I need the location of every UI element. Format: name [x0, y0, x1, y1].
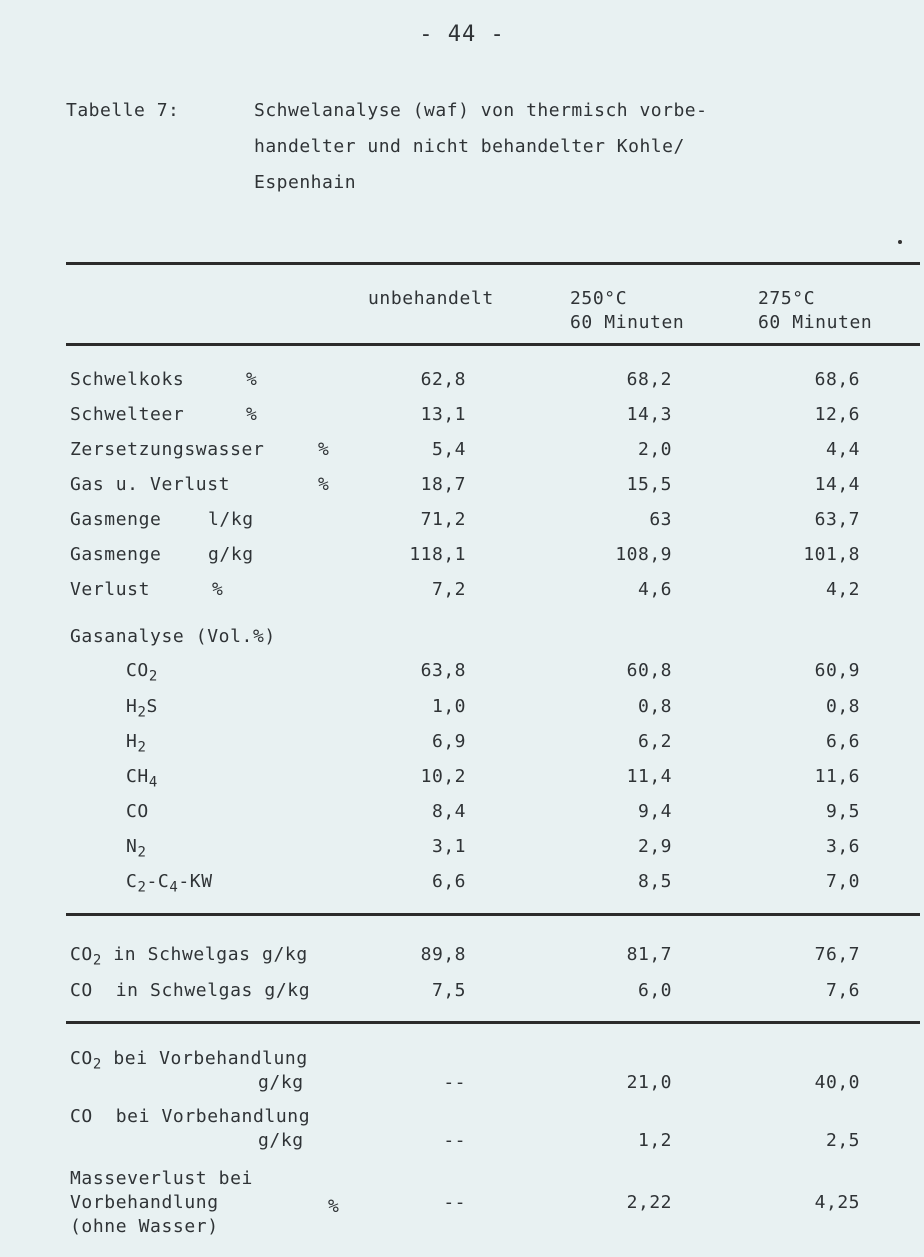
- schwelgas-value-275: 7,6: [825, 980, 860, 1001]
- row-value-275: 12,6: [814, 404, 860, 425]
- row-value-unbehandelt: 18,7: [420, 474, 466, 495]
- row-value-250: 2,0: [637, 439, 672, 460]
- schwelgas-value-unbehandelt: 89,8: [420, 944, 466, 965]
- gas-formula: [126, 836, 146, 861]
- masse-unit: %: [328, 1196, 340, 1217]
- row-unit: %: [318, 474, 330, 495]
- formula-base: N: [126, 836, 138, 857]
- vorbehandlung-text: bei Vorbehandlung: [101, 1048, 308, 1069]
- masse-line-3: (ohne Wasser): [70, 1216, 219, 1237]
- row-unit: l/kg: [208, 509, 254, 530]
- gas-formula: [126, 871, 213, 896]
- gas-formula: [126, 696, 158, 721]
- gas-value-unbehandelt: 63,8: [420, 660, 466, 681]
- formula-subscript: 2: [137, 704, 147, 721]
- row-value-275: 14,4: [814, 474, 860, 495]
- schwelgas-text: in Schwelgas g/kg: [92, 980, 311, 1001]
- formula-base: CO: [126, 801, 149, 822]
- masse-c1: --: [443, 1192, 466, 1213]
- gas-formula: [126, 801, 149, 822]
- vorbehandlung-text: bei Vorbehandlung: [92, 1106, 311, 1127]
- col-header-275-time: 60 Minuten: [758, 312, 873, 333]
- schwelgas-value-250: 81,7: [626, 944, 672, 965]
- formula-subscript: 2: [137, 879, 147, 896]
- formula-base: C: [126, 871, 138, 892]
- gas-value-unbehandelt: 6,9: [431, 731, 466, 752]
- vorbehandlung-value-unbehandelt: --: [443, 1130, 466, 1151]
- row-value-unbehandelt: 13,1: [420, 404, 466, 425]
- row-label: Schwelkoks: [70, 369, 185, 390]
- vorbehandlung-unit: g/kg: [258, 1130, 304, 1151]
- vorbehandlung-value-unbehandelt: --: [443, 1072, 466, 1093]
- row-value-275: 4,4: [825, 439, 860, 460]
- row-value-unbehandelt: 7,2: [431, 579, 466, 600]
- gas-value-250: 2,9: [637, 836, 672, 857]
- row-value-275: 63,7: [814, 509, 860, 530]
- gas-value-250: 11,4: [626, 766, 672, 787]
- gas-value-250: 9,4: [637, 801, 672, 822]
- formula-subscript: 2: [148, 668, 158, 685]
- gas-value-275: 11,6: [814, 766, 860, 787]
- gas-value-250: 60,8: [626, 660, 672, 681]
- caption-line-2: handelter und nicht behandelter Kohle/: [254, 136, 685, 157]
- vorbehandlung-unit: g/kg: [258, 1072, 304, 1093]
- row-label: Gasmenge: [70, 544, 162, 565]
- row-value-275: 68,6: [814, 369, 860, 390]
- row-value-250: 108,9: [615, 544, 672, 565]
- gas-formula: [126, 731, 146, 756]
- vorbehandlung-value-275: 40,0: [814, 1072, 860, 1093]
- gas-value-275: 6,6: [825, 731, 860, 752]
- formula-subscript-2: 4: [169, 879, 179, 896]
- gas-value-unbehandelt: 1,0: [431, 696, 466, 717]
- gas-value-250: 0,8: [637, 696, 672, 717]
- masse-line-1: Masseverlust bei: [70, 1168, 253, 1189]
- formula-base: CO: [70, 1048, 93, 1069]
- schwelgas-value-275: 76,7: [814, 944, 860, 965]
- row-label: Verlust: [70, 579, 151, 600]
- schwelgas-value-unbehandelt: 7,5: [431, 980, 466, 1001]
- masse-c3: 4,25: [814, 1192, 860, 1213]
- row-label: Gas u. Verlust: [70, 474, 231, 495]
- gas-value-275: 60,9: [814, 660, 860, 681]
- gas-formula: [126, 766, 158, 791]
- row-value-unbehandelt: 71,2: [420, 509, 466, 530]
- masse-c2: 2,22: [626, 1192, 672, 1213]
- col-header-275-temp: 275°C: [758, 288, 816, 309]
- stray-mark: [898, 240, 902, 244]
- section-rule-2: [66, 1021, 920, 1024]
- gas-value-275: 3,6: [825, 836, 860, 857]
- formula-subscript: 4: [148, 774, 158, 791]
- gas-value-275: 9,5: [825, 801, 860, 822]
- formula-base: H: [126, 696, 138, 717]
- section-rule-1: [66, 913, 920, 916]
- row-label: Schwelteer: [70, 404, 185, 425]
- schwelgas-text: in Schwelgas g/kg: [101, 944, 308, 965]
- gas-value-250: 8,5: [637, 871, 672, 892]
- formula-subscript: 2: [137, 844, 147, 861]
- row-value-275: 101,8: [803, 544, 860, 565]
- row-value-250: 15,5: [626, 474, 672, 495]
- row-label: Zersetzungswasser: [70, 439, 265, 460]
- vorbehandlung-value-250: 1,2: [637, 1130, 672, 1151]
- schwelgas-label: [70, 980, 310, 1001]
- masse-line-2: Vorbehandlung: [70, 1192, 219, 1213]
- row-unit: %: [246, 369, 258, 390]
- formula-tail: S: [146, 696, 158, 717]
- table-top-rule: [66, 262, 920, 265]
- row-unit: %: [246, 404, 258, 425]
- gas-analysis-heading: Gasanalyse (Vol.%): [70, 626, 276, 647]
- gas-value-unbehandelt: 8,4: [431, 801, 466, 822]
- row-unit: %: [318, 439, 330, 460]
- page-number: - 44 -: [419, 22, 505, 47]
- formula-base: H: [126, 731, 138, 752]
- col-header-250-time: 60 Minuten: [570, 312, 685, 333]
- formula-tail: -KW: [178, 871, 213, 892]
- formula-mid: -C: [146, 871, 170, 892]
- gas-value-275: 0,8: [825, 696, 860, 717]
- row-value-250: 14,3: [626, 404, 672, 425]
- gas-value-unbehandelt: 3,1: [431, 836, 466, 857]
- vorbehandlung-value-250: 21,0: [626, 1072, 672, 1093]
- gas-value-unbehandelt: 6,6: [431, 871, 466, 892]
- vorbehandlung-value-275: 2,5: [825, 1130, 860, 1151]
- row-label: Gasmenge: [70, 509, 162, 530]
- formula-base: CO: [70, 944, 93, 965]
- schwelgas-label: [70, 944, 308, 969]
- gas-value-275: 7,0: [825, 871, 860, 892]
- row-value-250: 63: [649, 509, 672, 530]
- row-value-250: 68,2: [626, 369, 672, 390]
- formula-base: CO: [70, 1106, 93, 1127]
- formula-subscript: 2: [92, 1056, 102, 1073]
- row-value-275: 4,2: [825, 579, 860, 600]
- row-unit: g/kg: [208, 544, 254, 565]
- formula-base: CO: [126, 660, 149, 681]
- table-label: Tabelle 7:: [66, 100, 180, 121]
- gas-formula: [126, 660, 158, 685]
- caption-line-3: Espenhain: [254, 172, 357, 193]
- vorbehandlung-label: [70, 1106, 310, 1127]
- row-value-250: 4,6: [637, 579, 672, 600]
- row-value-unbehandelt: 62,8: [420, 369, 466, 390]
- col-header-250-temp: 250°C: [570, 288, 628, 309]
- formula-base: CO: [70, 980, 93, 1001]
- row-unit: %: [212, 579, 224, 600]
- gas-value-250: 6,2: [637, 731, 672, 752]
- row-value-unbehandelt: 118,1: [409, 544, 466, 565]
- schwelgas-value-250: 6,0: [637, 980, 672, 1001]
- formula-base: CH: [126, 766, 149, 787]
- formula-subscript: 2: [92, 952, 102, 969]
- header-rule: [66, 343, 920, 346]
- col-header-unbehandelt: unbehandelt: [368, 288, 494, 309]
- gas-value-unbehandelt: 10,2: [420, 766, 466, 787]
- formula-subscript: 2: [137, 739, 147, 756]
- caption-line-1: Schwelanalyse (waf) von thermisch vorbe-: [254, 100, 708, 121]
- vorbehandlung-label: [70, 1048, 308, 1073]
- row-value-unbehandelt: 5,4: [431, 439, 466, 460]
